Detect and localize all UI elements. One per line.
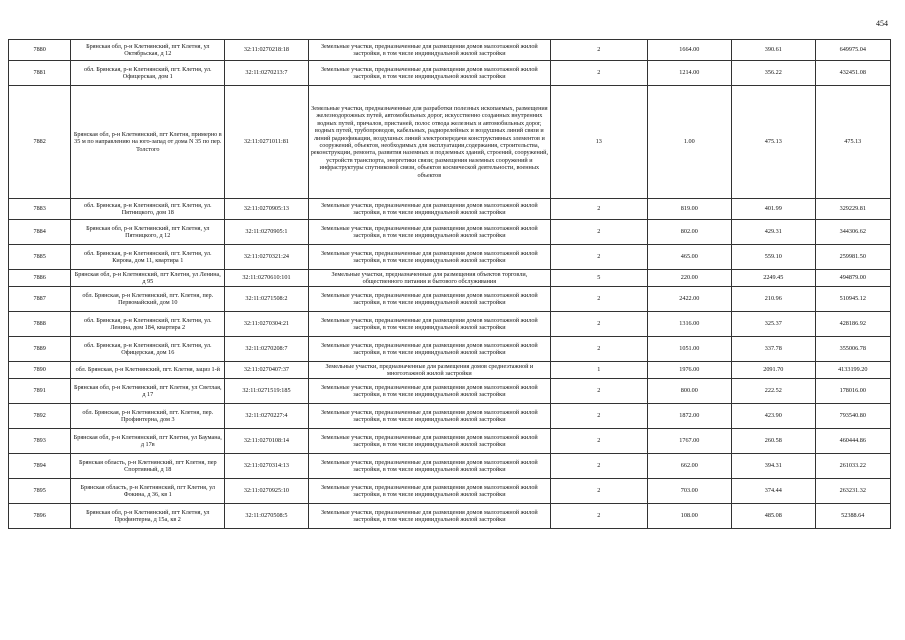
- use-code-cell: 2: [551, 61, 648, 86]
- address-cell: обл. Брянская, р-н Клетнянский, пгт. Клетня, пер. Профинтерна, дом 3: [71, 404, 225, 429]
- use-code-cell: 2: [551, 287, 648, 312]
- address-cell: Брянская обл, р-н Клетнянский, пгт Клетня, примерно в 35 м по направлению на юго-запад от дома N 35 по пер. Толстого: [71, 86, 225, 199]
- area-cell: 1976.00: [647, 362, 731, 379]
- cadastral-number-cell: 32:11:0270905:13: [225, 199, 308, 220]
- land-use-cell: Земельные участки, предназначенные для размещения домов малоэтажной жилой застройки, в том числе индивидуальной жилой застройки: [308, 404, 550, 429]
- specific-value-cell: 559.10: [732, 245, 815, 270]
- row-number-cell: 7896: [9, 504, 71, 529]
- table-row: [9, 61, 891, 86]
- row-number-cell: 7887: [9, 287, 71, 312]
- table-body: [9, 40, 891, 529]
- address-cell: Брянская обл, р-н Клетнянский, пгт Клетня, ул Профинтерна, д 15а, кв 2: [71, 504, 225, 529]
- specific-value-cell: 356.22: [732, 61, 815, 86]
- address-cell: обл. Брянская, р-н Клетнянский, пгт. Клетня, ул. Кирова, дом 11, квартира 1: [71, 245, 225, 270]
- specific-value-cell: 475.13: [732, 86, 815, 199]
- cadastral-number-cell: 32:11:0270227:4: [225, 404, 308, 429]
- cadastral-value-cell: 460444.86: [815, 429, 890, 454]
- row-number-cell: 7885: [9, 245, 71, 270]
- specific-value-cell: 485.08: [732, 504, 815, 529]
- row-number-cell: 7886: [9, 270, 71, 287]
- cadastral-number-cell: 32:11:0270218:18: [225, 40, 308, 61]
- table-row: [9, 404, 891, 429]
- table-row: [9, 429, 891, 454]
- use-code-cell: 2: [551, 404, 648, 429]
- row-number-cell: 7884: [9, 220, 71, 245]
- land-use-cell: Земельные участки, предназначенные для размещения домов среднеэтажной и многоэтажной жилой застройки: [308, 362, 550, 379]
- cadastral-number-cell: 32:11:0270208:7: [225, 337, 308, 362]
- address-cell: обл. Брянская, р-н Клетнянский, пгт. Клетня, ул. Офицерская, дом 1: [71, 61, 225, 86]
- use-code-cell: 2: [551, 429, 648, 454]
- specific-value-cell: 337.78: [732, 337, 815, 362]
- land-use-cell: Земельные участки, предназначенные для размещения домов малоэтажной жилой застройки, в том числе индивидуальной жилой застройки: [308, 429, 550, 454]
- address-cell: обл. Брянская, р-н Клетнянский, пгт. Клетня, ул. Офицерская, дом 16: [71, 337, 225, 362]
- use-code-cell: 2: [551, 337, 648, 362]
- cadastral-number-cell: 32:11:0270610:101: [225, 270, 308, 287]
- use-code-cell: 2: [551, 479, 648, 504]
- table-row: [9, 479, 891, 504]
- table-row: [9, 220, 891, 245]
- area-cell: 1872.00: [647, 404, 731, 429]
- use-code-cell: 5: [551, 270, 648, 287]
- row-number-cell: 7891: [9, 379, 71, 404]
- area-cell: 465.00: [647, 245, 731, 270]
- address-cell: обл. Брянская, р-н Клетнянский, пгт. Клетня, зациз 1-й: [71, 362, 225, 379]
- row-number-cell: 7881: [9, 61, 71, 86]
- land-use-cell: Земельные участки, предназначенные для размещения домов малоэтажной жилой застройки, в том числе индивидуальной жилой застройки: [308, 379, 550, 404]
- land-use-cell: Земельные участки, предназначенные для размещения домов малоэтажной жилой застройки, в том числе индивидуальной жилой застройки: [308, 245, 550, 270]
- land-use-cell: Земельные участки, предназначенные для размещения домов малоэтажной жилой застройки, в том числе индивидуальной жилой застройки: [308, 199, 550, 220]
- area-cell: 802.00: [647, 220, 731, 245]
- row-number-cell: 7889: [9, 337, 71, 362]
- cadastral-number-cell: 32:11:0270905:1: [225, 220, 308, 245]
- specific-value-cell: 374.44: [732, 479, 815, 504]
- table-row: [9, 312, 891, 337]
- use-code-cell: 2: [551, 199, 648, 220]
- cadastral-number-cell: 32:11:0270304:21: [225, 312, 308, 337]
- table-row: [9, 86, 891, 199]
- table-row: [9, 454, 891, 479]
- table-row: [9, 270, 891, 287]
- row-number-cell: 7894: [9, 454, 71, 479]
- specific-value-cell: 222.52: [732, 379, 815, 404]
- cadastral-number-cell: 32:11:0271011:81: [225, 86, 308, 199]
- use-code-cell: 2: [551, 220, 648, 245]
- cadastral-value-cell: 263231.32: [815, 479, 890, 504]
- cadastral-value-cell: 52388.64: [815, 504, 890, 529]
- land-use-cell: Земельные участки, предназначенные для размещения домов малоэтажной жилой застройки, в том числе индивидуальной жилой застройки: [308, 61, 550, 86]
- specific-value-cell: 325.37: [732, 312, 815, 337]
- cadastral-number-cell: 32:11:0270925:10: [225, 479, 308, 504]
- land-use-cell: Земельные участки, предназначенные для размещения домов малоэтажной жилой застройки, в том числе индивидуальной жилой застройки: [308, 454, 550, 479]
- land-use-cell: Земельные участки, предназначенные для размещения домов малоэтажной жилой застройки, в том числе индивидуальной жилой застройки: [308, 312, 550, 337]
- specific-value-cell: 210.96: [732, 287, 815, 312]
- table-row: [9, 504, 891, 529]
- cadastral-value-cell: 793540.80: [815, 404, 890, 429]
- use-code-cell: 2: [551, 504, 648, 529]
- row-number-cell: 7880: [9, 40, 71, 61]
- address-cell: обл. Брянская, р-н Клетнянский, пгт. Клетня, ул. Пятницкого, дом 18: [71, 199, 225, 220]
- cadastral-number-cell: 32:11:0270213:7: [225, 61, 308, 86]
- specific-value-cell: 423.90: [732, 404, 815, 429]
- use-code-cell: 2: [551, 379, 648, 404]
- cadastral-value-cell: 178016.00: [815, 379, 890, 404]
- page-number: 454: [876, 19, 888, 28]
- cadastral-value-cell: 494879.00: [815, 270, 890, 287]
- row-number-cell: 7890: [9, 362, 71, 379]
- cadastral-number-cell: 32:11:0271519:185: [225, 379, 308, 404]
- address-cell: Брянская обл, р-н Клетнянский, пгт Клетня, ул Ленина, д 95: [71, 270, 225, 287]
- address-cell: Брянская обл, р-н Клетнянский, пгт Клетня, ул Пятницкого, д 12: [71, 220, 225, 245]
- specific-value-cell: 394.31: [732, 454, 815, 479]
- cadastral-value-cell: 355006.78: [815, 337, 890, 362]
- area-cell: 1051.00: [647, 337, 731, 362]
- row-number-cell: 7895: [9, 479, 71, 504]
- address-cell: Брянская обл, р-н Клетнянский, пгт Клетня, ул Октябрьская, д 12: [71, 40, 225, 61]
- land-use-cell: Земельные участки, предназначенные для размещения домов малоэтажной жилой застройки, в том числе индивидуальной жилой застройки: [308, 287, 550, 312]
- cadastral-value-cell: 261033.22: [815, 454, 890, 479]
- cadastral-number-cell: 32:11:0270108:14: [225, 429, 308, 454]
- land-use-cell: Земельные участки, предназначенные для размещения домов малоэтажной жилой застройки, в том числе индивидуальной жилой застройки: [308, 337, 550, 362]
- area-cell: 662.00: [647, 454, 731, 479]
- cadastral-value-cell: 428186.92: [815, 312, 890, 337]
- address-cell: обл. Брянская, р-н Клетнянский, пгт. Клетня, пер. Первомайский, дом 10: [71, 287, 225, 312]
- use-code-cell: 1: [551, 362, 648, 379]
- area-cell: 2422.00: [647, 287, 731, 312]
- land-use-cell: Земельные участки, предназначенные для размещения домов малоэтажной жилой застройки, в том числе индивидуальной жилой застройки: [308, 220, 550, 245]
- use-code-cell: 2: [551, 40, 648, 61]
- cadastral-value-cell: 344306.62: [815, 220, 890, 245]
- address-cell: Брянская обл, р-н Клетнянский, пгт Клетня, ул Баумана, д 17в: [71, 429, 225, 454]
- area-cell: 1767.00: [647, 429, 731, 454]
- cadastral-number-cell: 32:11:0271508:2: [225, 287, 308, 312]
- cadastral-value-cell: 510945.12: [815, 287, 890, 312]
- cadastral-value-cell: 649975.04: [815, 40, 890, 61]
- table-row: [9, 245, 891, 270]
- table-row: [9, 287, 891, 312]
- specific-value-cell: 401.99: [732, 199, 815, 220]
- use-code-cell: 2: [551, 454, 648, 479]
- cadastral-number-cell: 32:11:0270321:24: [225, 245, 308, 270]
- use-code-cell: 13: [551, 86, 648, 199]
- cadastral-value-cell: 259981.50: [815, 245, 890, 270]
- table-row: [9, 40, 891, 61]
- land-use-cell: Земельные участки, предназначенные для размещения домов малоэтажной жилой застройки, в том числе индивидуальной жилой застройки: [308, 479, 550, 504]
- row-number-cell: 7883: [9, 199, 71, 220]
- area-cell: 703.00: [647, 479, 731, 504]
- land-use-cell: Земельные участки, предназначенные для разработки полезных ископаемых, размещения железнодорожных путей, автомобильных дорог, искусственно созданных внутренних водных путей, причалов, пристаней, полос отвода железных и автомобильных дорог, водных путей, трубопроводов, кабельных, радиорелейных и воздушных линий связи и линий радиофикации, воздушных линий электропередачи конструктивных элементов и сооружений, объектов, необходимых для эксплуатации,содержания, строительства, реконструкции, ремонта, развития наземных и подземных зданий, строений, сооружений, устройств транспорта, энергетики связи; размещения наземных сооружений и инфраструктуры спутниковой связи, объектов космической деятельности, военных объектов: [308, 86, 550, 199]
- area-cell: 220.00: [647, 270, 731, 287]
- address-cell: обл. Брянская, р-н Клетнянский, пгт. Клетня, ул. Ленина, дом 184, квартира 2: [71, 312, 225, 337]
- specific-value-cell: 390.61: [732, 40, 815, 61]
- row-number-cell: 7888: [9, 312, 71, 337]
- cadastral-value-cell: 432451.08: [815, 61, 890, 86]
- area-cell: 1316.00: [647, 312, 731, 337]
- area-cell: 1.00: [647, 86, 731, 199]
- row-number-cell: 7882: [9, 86, 71, 199]
- address-cell: Брянская обл, р-н Клетнянский, пгт Клетня, ул Светлая, д 17: [71, 379, 225, 404]
- address-cell: Брянская область, р-н Клетнянский, пгт Клетня, пер Спортивный, д 18: [71, 454, 225, 479]
- cadastral-value-cell: 475.13: [815, 86, 890, 199]
- use-code-cell: 2: [551, 245, 648, 270]
- area-cell: 819.00: [647, 199, 731, 220]
- area-cell: 1214.00: [647, 61, 731, 86]
- address-cell: Брянская область, р-н Клетнянский, пгт Клетня, ул Фокина, д 36, кв 1: [71, 479, 225, 504]
- area-cell: 1664.00: [647, 40, 731, 61]
- table-row: [9, 199, 891, 220]
- cadastral-value-table: [8, 39, 891, 529]
- land-use-cell: Земельные участки, предназначенные для размещения объектов торговли, общественного питания и бытового обслуживания: [308, 270, 550, 287]
- specific-value-cell: 2249.45: [732, 270, 815, 287]
- table-row: [9, 379, 891, 404]
- land-use-cell: Земельные участки, предназначенные для размещения домов малоэтажной жилой застройки, в том числе индивидуальной жилой застройки: [308, 40, 550, 61]
- cadastral-number-cell: 32:11:0270407:37: [225, 362, 308, 379]
- cadastral-value-cell: 329229.81: [815, 199, 890, 220]
- row-number-cell: 7893: [9, 429, 71, 454]
- specific-value-cell: 2091.70: [732, 362, 815, 379]
- area-cell: 800.00: [647, 379, 731, 404]
- row-number-cell: 7892: [9, 404, 71, 429]
- land-use-cell: Земельные участки, предназначенные для размещения домов малоэтажной жилой застройки, в том числе индивидуальной жилой застройки: [308, 504, 550, 529]
- specific-value-cell: 260.58: [732, 429, 815, 454]
- cadastral-number-cell: 32:11:0270314:13: [225, 454, 308, 479]
- cadastral-number-cell: 32:11:0270508:5: [225, 504, 308, 529]
- cadastral-value-cell: 4133199.20: [815, 362, 890, 379]
- specific-value-cell: 429.31: [732, 220, 815, 245]
- table-row: [9, 362, 891, 379]
- table-row: [9, 337, 891, 362]
- area-cell: 108.00: [647, 504, 731, 529]
- use-code-cell: 2: [551, 312, 648, 337]
